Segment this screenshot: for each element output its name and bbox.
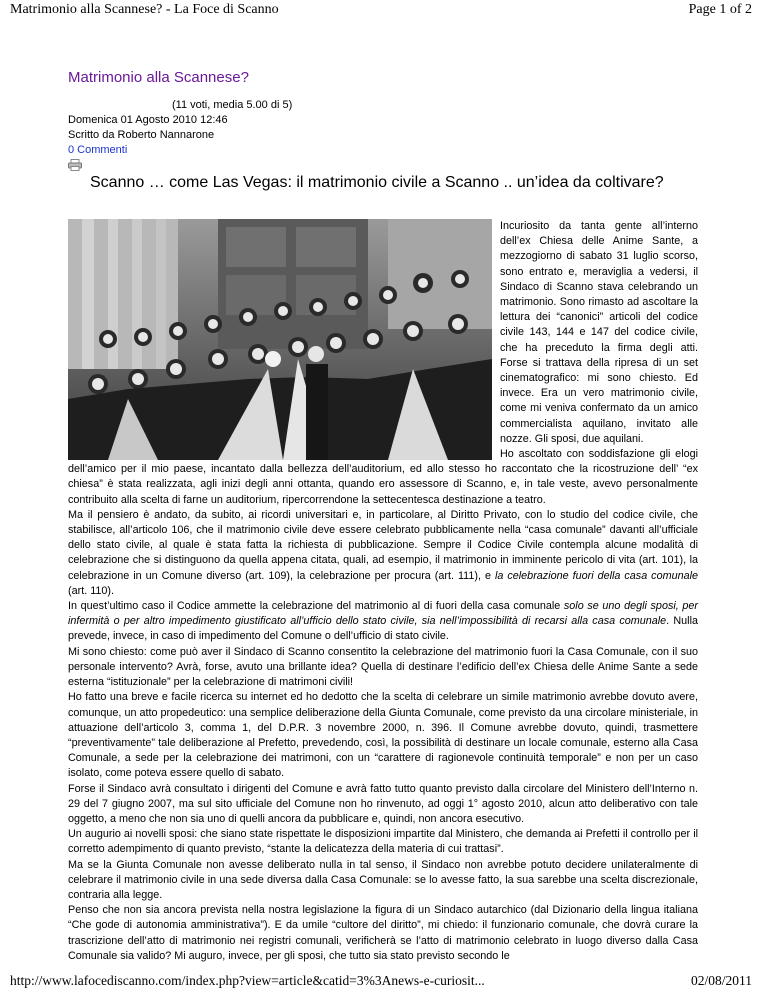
article-date: Domenica 01 Agosto 2010 12:46 (68, 114, 228, 126)
print-header-page: Page 1 of 2 (688, 2, 752, 17)
paragraph-3: Ma il pensiero è andato, da subito, ai ricordi universitari e, in particolare, al Diritto Privato, con lo studio del codice civile, che stabilisce, all’articolo 106, che il matrimonio civile deve essere celebrato pubblicamente nella “casa comunale” davanti all’ufficiale dello stato civile, al quale è stata fatta la richiesta di pubblicazione. Sempre il Codice Civile contempla alcune modalità di celebrazione che si distinguono da quella appena citata, quali, ad esempio, il matrimonio in imminente pericolo di vita (art. 101), la celebrazione in un Comune diverso (art. 109), la celebrazione per procura (art. 111), e la celebrazione fuori della casa comunale (art. 110). (68, 508, 698, 597)
paragraph-6: Ho fatto una breve e facile ricerca su internet ed ho dedotto che la scelta di celebrare un simile matrimonio avrebbe dovuto avere, comunque, un atto propedeutico: una semplice deliberazione della Giunta Comunale, come previsto da una circolare ministeriale, in attuazione dell’articolo 3, comma 1, del D.P.R. 3 novembre 2000, n. 396. Il Comune avrebbe dovuto, quindi, trasmettere “preventivamente” tale deliberazione al Prefetto, prevedendo, così, la possibilità di destinare un locale comunale, esterno alla Casa Comunale, a sede per la celebrazione dei matrimoni, con un “carattere di ragionevole continuità temporale” e non per un caso isolato, come poteva essere quello di sabato. (68, 691, 698, 780)
article-title[interactable]: Matrimonio alla Scannese? (68, 69, 249, 86)
footer-date: 02/08/2011 (690, 973, 752, 988)
article-author: Scritto da Roberto Nannarone (68, 129, 215, 141)
paragraph-9: Ma se la Giunta Comunale non avesse deliberato nulla in tal senso, il Sindaco non avrebbe potuto decidere unilateralmente di celebrare il matrimonio civile in una sede diversa dalla Casa Comunale: se lo avesse fatto, la sua sarebbe una scelta discrezionale, contraria alla legge. (68, 858, 698, 901)
print-header (0, 0, 768, 22)
emphasis-fuori-casa: la celebrazione fuori della casa comunale (494, 569, 698, 582)
wedding-group-photo (68, 219, 492, 460)
article-body (68, 219, 698, 964)
paragraph-2: Ho ascoltato con soddisfazione gli elogi dell’amico per il mio paese, incantato dalla bellezza dell’auditorium, ed allo stesso ho raccontato che la ricostruzione dell’ “ex chiesa” è stata realizzata, agli inizi degli anni ottanta, quando ero assessore di Scanno, e, in tale veste, avevo personalmente contribuito alla scelta di farne un auditorium, ripercorrendone la settecentesca destinazione a teatro. (68, 448, 698, 506)
paragraph-7: Forse il Sindaco avrà consultato i dirigenti del Comune e avrà fatto tutto quanto previsto dalla circolare del Ministero dell’Interno n. 29 del 7 giugno 2007, ma sul sito ufficiale del Comune non ho rinvenuto, ad oggi 1° agosto 2010, alcun atto deliberativo con tale oggetto, a meno che non sia uno di quelli ancora da pubblicare e, quindi, non ancora esecutivo. (68, 782, 698, 825)
comments-link[interactable]: 0 Commenti (68, 144, 128, 156)
paragraph-4: In quest’ultimo caso il Codice ammette la celebrazione del matrimonio al di fuori della casa comunale solo se uno degli sposi, per infermità o per altro impedimento giustificato all’ufficio dello stato civile, sia nell’impossibilità di recarsi alla casa comunale. Nulla prevede, invece, in caso di impedimento del Comune o dell’ufficio di stato civile. (68, 600, 698, 643)
paragraph-8: Un augurio ai novelli sposi: che siano state rispettate le disposizioni impartite dal Ministero, che demanda ai Prefetti il controllo per il corretto adempimento di quanto previsto, “stante la delicatezza della materia di cui trattasi”. (68, 828, 698, 856)
article-meta (68, 98, 292, 171)
paragraph-1: Incuriosito da tanta gente all’interno dell’ex Chiesa delle Anime Sante, a mezzogiorno di sabato 31 luglio scorso, sono entrato e, meraviglia a vedersi, il Sindaco di Scanno stava celebrando un matrimonio. Sono rimasto ad ascoltare la lettura dei “canonici” articoli del codice civile 143, 144 e 147 del codice civile, che ha preceduto la firma degli atti. Forse si trattava della ripresa di un set cinematografico: mi sono chiesto. Ed invece. Era un vero matrimonio civile, come mi veniva confermato da un amico commercialista aquilano, invitato alle nozze. Gli sposi, due aquilani. (500, 220, 698, 445)
emphasis-impedimento: solo se uno degli sposi, per infermità o per altro impedimento giustificato all’ufficio dello stato civile, sia nell’impossibilità di recarsi alla casa comunale (68, 600, 698, 628)
print-header-title: Matrimonio alla Scannese? - La Foce di Scanno (10, 2, 279, 17)
article-headline: Scanno … come Las Vegas: il matrimonio civile a Scanno .. un’idea da coltivare? (90, 174, 664, 191)
paragraph-10: Penso che non sia ancora prevista nella nostra legislazione la figura di un Sindaco autarchico (dal Dizionario della lingua italiana “Che gode di autonomia amministrativa”). E da umile “cultore del diritto”, mi chiedo: il funzionario comunale, che dovrà curare la trascrizione dell’atto di matrimonio nei registri comunali, verificherà se l’atto di matrimonio celebrato in luogo diverso dalla Casa Comunale sia valido? Mi auguro, invece, per gli sposi, che tutto sia stato previsto secondo le (68, 904, 698, 962)
print-footer (0, 970, 768, 992)
paragraph-5: Mi sono chiesto: come può aver il Sindaco di Scanno consentito la celebrazione del matrimonio fuori la Casa Comunale, con il suo personale intervento? Avrà, forse, avuto una brillante idea? Quella di destinare l’edificio dell’ex Chiesa delle Anime Sante a sede esterna “istituzionale” per la celebrazione di matrimoni civili! (68, 645, 698, 689)
footer-url[interactable]: http://www.lafocediscanno.com/index.php?view=article&catid=3%3Anews-e-curiosit... (10, 973, 485, 988)
rating-votes: (11 voti, media 5.00 di 5) (172, 99, 293, 111)
printer-icon[interactable] (68, 159, 82, 171)
